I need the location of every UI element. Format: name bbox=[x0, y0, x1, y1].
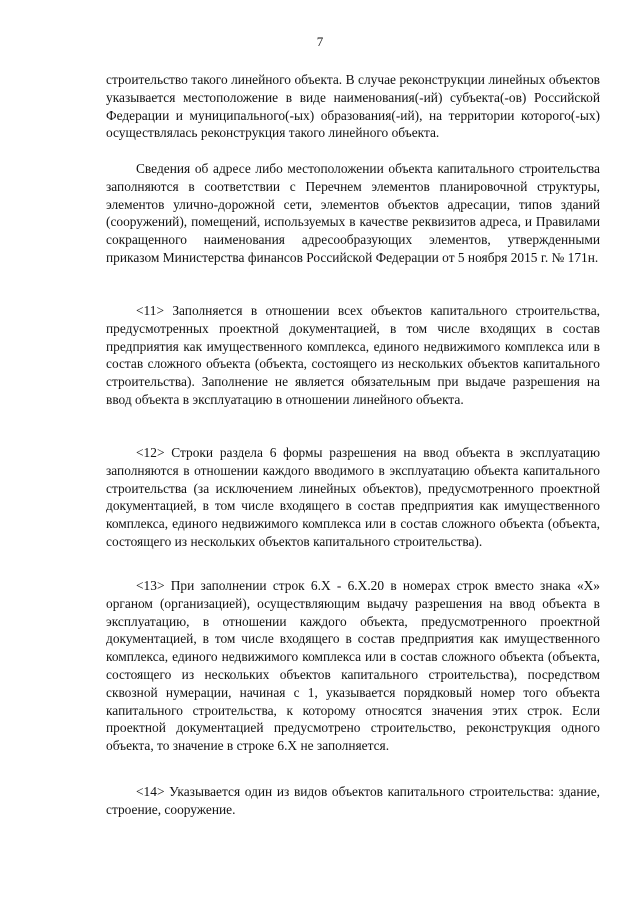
footnote-14 bbox=[106, 783, 600, 819]
paragraph-continuation bbox=[106, 71, 600, 142]
footnote-text: <13> При заполнении строк 6.X - 6.X.20 в номерах строк вместо знака «X» органом (организацией), осуществляющим выдачу разрешения на ввод объекта в эксплуатацию, в отношении каждого объекта, предусмотренного проектной документацией, в том числе входящего в состав предприятия как имущественного комплекса, единого недвижимого комплекса или в состав сложного объекта (объекта, состоящего из нескольких объектов капитального строительства), посредством сквозной нумерации, начиная с 1, указывается порядковый номер того объекта капитального строительства, к которому относятся значения этих строк. Если проектной документацией предусмотрено строительство, реконструкция одного объекта, то значение в строке 6.X не заполняется. bbox=[106, 578, 600, 754]
footnote-text: <14> Указывается один из видов объектов капитального строительства: здание, строение, сооружение. bbox=[106, 784, 600, 817]
footnote-13 bbox=[106, 577, 600, 755]
paragraph-address-info bbox=[106, 160, 600, 267]
footnote-12 bbox=[106, 444, 600, 551]
footnote-text: <11> Заполняется в отношении всех объектов капитального строительства, предусмотренных проектной документацией, в том числе входящих в состав предприятия как имущественного комплекса, единого недвижимого комплекса или в состав сложного объекта (объекта, состоящего из нескольких объектов капитального строительства). Заполнение не является обязательным при выдаче разрешения на ввод объекта в эксплуатацию в отношении линейного объекта. bbox=[106, 303, 600, 407]
paragraph-text: Сведения об адресе либо местоположении объекта капитального строительства заполняются в соответствии с Перечнем элементов планировочной структуры, элементов улично-дорожной сети, элементов объектов адресации, типов зданий (сооружений), помещений, используемых в качестве реквизитов адреса, и Правилами сокращенного наименования адресообразующих элементов, утвержденными приказом Министерства финансов Российской Федерации от 5 ноября 2015 г. № 171н. bbox=[106, 161, 600, 265]
footnote-text: <12> Строки раздела 6 формы разрешения на ввод объекта в эксплуатацию заполняются в отношении каждого вводимого в эксплуатацию объекта капитального строительства (за исключением линейных объектов), предусмотренного проектной документацией, в том числе входящего в состав предприятия как имущественного комплекса, единого недвижимого комплекса или в состав сложного объекта (объекта, состоящего из нескольких объектов капитального строительства). bbox=[106, 445, 600, 549]
footnote-11 bbox=[106, 302, 600, 409]
page-number: 7 bbox=[316, 34, 324, 49]
paragraph-text: строительство такого линейного объекта. В случае реконструкции линейных объектов указывается местоположение в виде наименования(-ий) субъекта(-ов) Российской Федерации и муниципального(-ых) образования(-ий), на территории которого(-ых) осуществлялась реконструкция такого линейного объекта. bbox=[106, 72, 600, 141]
